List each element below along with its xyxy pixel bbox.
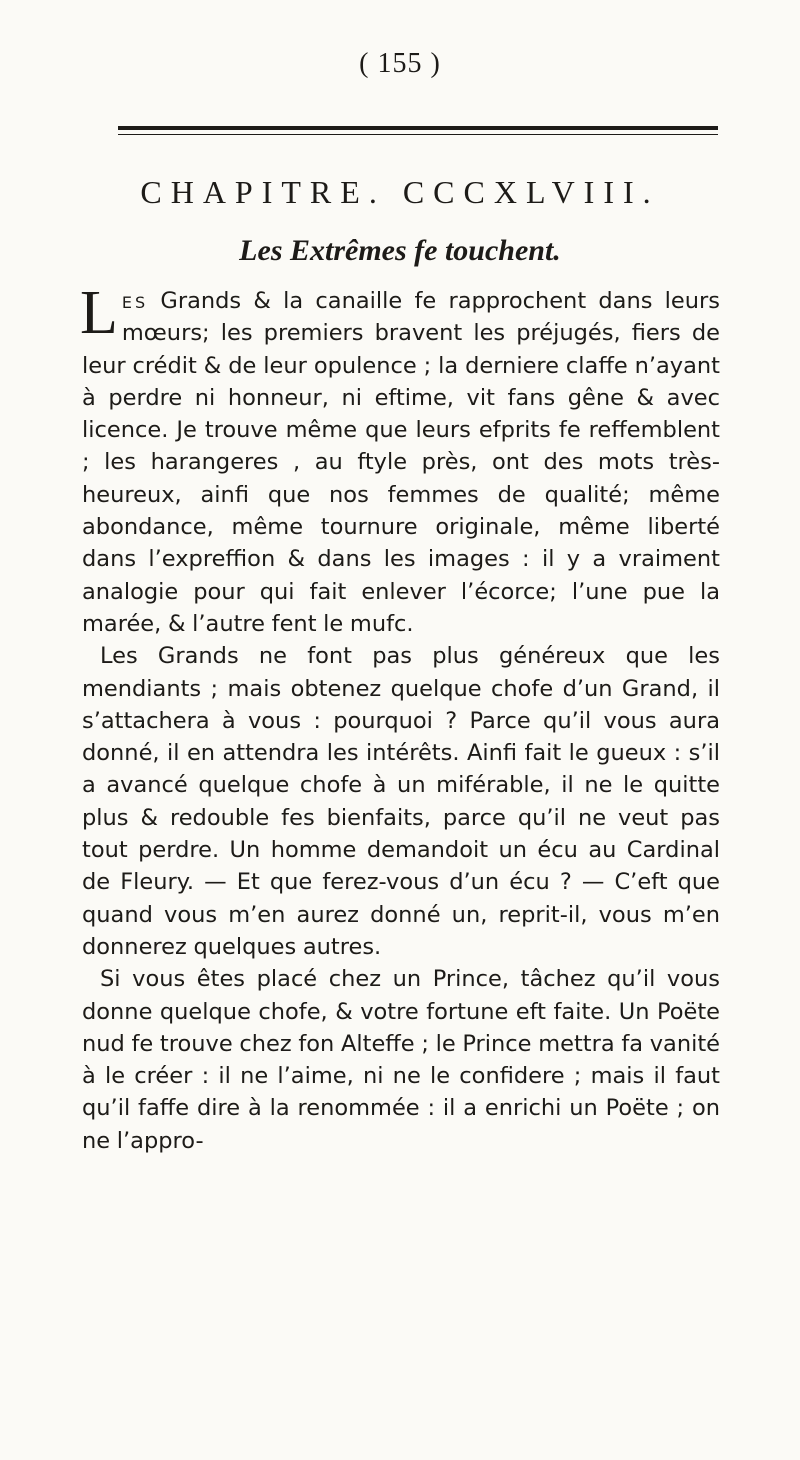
paragraph-1-lead: es bbox=[121, 288, 149, 314]
chapter-heading: CHAPITRE. CCCXLVIII. bbox=[140, 174, 660, 210]
paragraph-1 bbox=[80, 279, 720, 640]
chapter-subtitle: Les Extrêmes fe touchent. bbox=[239, 234, 561, 267]
paragraph-2: Les Grands ne font pas plus généreux que les mendiants ; mais obtenez quelque chofe d’un Grand, il s’attachera à vous : pourquoi ? Parce qu’il vous aura donné, il en attendra les intérêts. Ainfi fait le gueux : s’il a avancé quelque chofe à un miférable, il ne le quitte plus & redouble fes bienfaits, parce qu’il ne veut pas tout perdre. Un homme demandoit un écu au Cardinal de Fleury. — Et que ferez-vous d’un écu ? — C’eft que quand vous m’en aurez donné un, reprit-il, vous m’en donnerez quelques autres. bbox=[82, 643, 720, 960]
paragraph-3: Si vous êtes placé chez un Prince, tâchez qu’il vous donne quelque chofe, & votre fortune eft faite. Un Poëte nud fe trouve chez fon Alteffe ; le Prince mettra fa vanité à le créer : il ne l’aime, ni ne le confidere ; mais il faut qu’il faffe dire à la renommée : il a enrichi un Poëte ; on ne l’appro- bbox=[82, 966, 720, 1154]
paragraph-1-text: Grands & la canaille fe rapprochent dans leurs mœurs; les premiers bravent les préjugés, fiers de leur crédit & de leur opulence ; la derniere claffe n’ayant à perdre ni honneur, ni eftime, vit fans gêne & avec licence. Je trouve même que leurs efprits fe reffemblent ; les harangeres , au ftyle près, ont des mots très-heureux, ainfi que nos femmes de qualité; même abondance, même tournure originale, même liberté dans l’expreffion & dans les images : il y a vraiment analogie pour qui fait enlever l’écorce; l’une pue la marée, & l’autre fent le mufc. bbox=[82, 288, 720, 637]
page-number: ( 155 ) bbox=[359, 48, 441, 79]
header-rule bbox=[118, 126, 718, 130]
body-text bbox=[80, 279, 720, 1157]
drop-cap: L bbox=[80, 279, 118, 347]
